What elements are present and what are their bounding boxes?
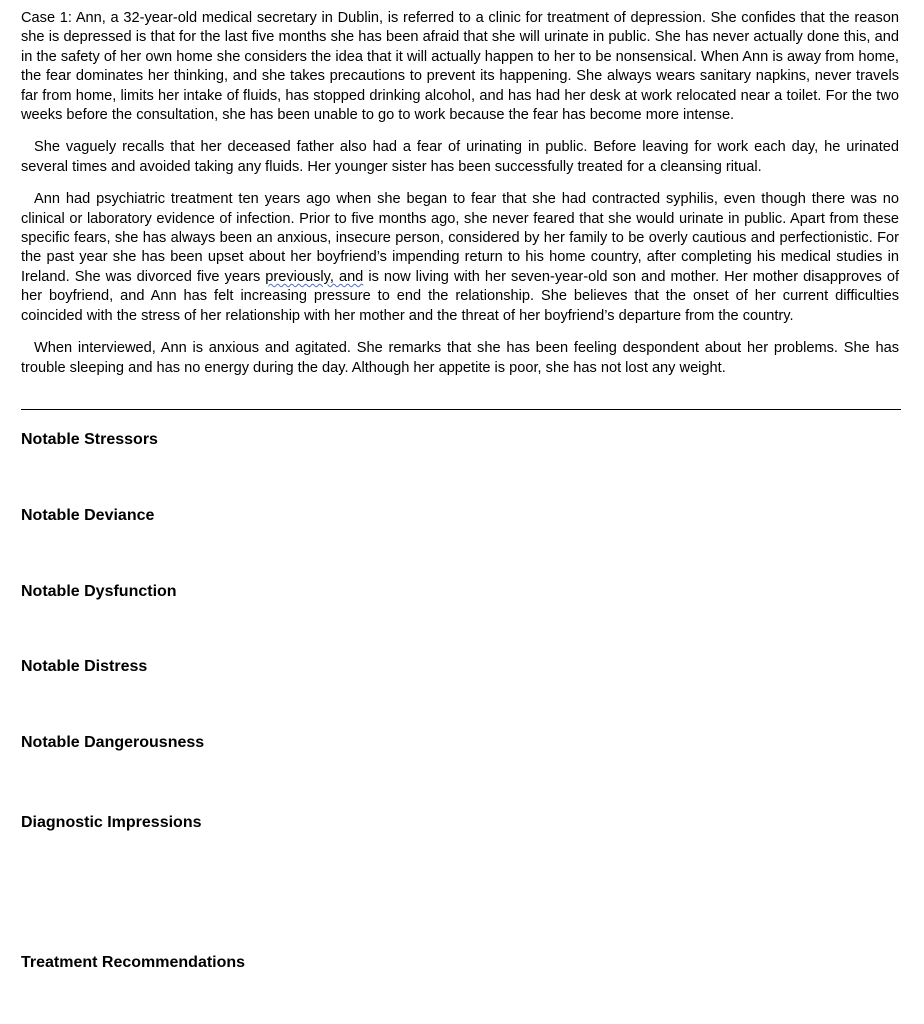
case-paragraph-3-text-a: Ann had psychiatric treatment ten years ago when she began to fear that she had contracted syphilis, even though there was no clinical or laboratory evidence of infection. Prior to five months ago, she never feared that she would urinate in public. Apart from these specific fears, she has always been an anxious, insecure person, considered by her family to be overly cautious and perfectionistic. For the past year she has been upset about her boyfriend’s impending return to his home country, after completing his medical studies in Ireland. She was divorced five years — [21, 191, 899, 285]
heading-notable-deviance: Notable Deviance — [21, 507, 155, 524]
case-paragraph-3 — [21, 190, 899, 326]
spellcheck-flagged-text[interactable]: previously, and — [265, 268, 364, 285]
heading-notable-dangerousness: Notable Dangerousness — [21, 734, 205, 751]
heading-notable-stressors: Notable Stressors — [21, 431, 158, 448]
heading-notable-dysfunction: Notable Dysfunction — [21, 583, 177, 600]
section-divider — [21, 409, 901, 410]
heading-diagnostic-impressions: Diagnostic Impressions — [21, 814, 202, 831]
case-paragraph-3-text-b: is now living with her seven-year-old son and mother. Her mother disapproves of her boyfriend, and Ann has felt increasing pressure to end the relationship. She believes that the onset of her current difficulties coincided with the stress of her relationship with her mother and the threat of her boyfriend’s departure from the country. — [21, 268, 900, 324]
heading-treatment-recommendations: Treatment Recommendations — [21, 954, 246, 971]
case-paragraph-4: When interviewed, Ann is anxious and agitated. She remarks that she has been feeling despondent about her problems. She has trouble sleeping and has no energy during the day. Although her appetite is poor, she has not lost any weight. — [21, 340, 899, 376]
heading-notable-distress: Notable Distress — [21, 658, 148, 675]
case-paragraph-1: Case 1: Ann, a 32-year-old medical secretary in Dublin, is referred to a clinic for treatment of depression. She confides that the reason she is depressed is that for the last five months she has been afraid that she will urinate in public. She has never actually done this, and in the safety of her own home she considers the idea that it will actually happen to her to be nonsensical. When Ann is away from home, the fear dominates her thinking, and she takes precautions to prevent its happening. She always wears sanitary napkins, never travels far from home, limits her intake of fluids, has stopped drinking alcohol, and has had her desk at work relocated near a toilet. For the two weeks before the consultation, she has been unable to go to work because the fear has become more intense. — [21, 10, 899, 124]
case-text — [21, 9, 899, 391]
case-paragraph-2: She vaguely recalls that her deceased father also had a fear of urinating in public. Before leaving for work each day, he urinated several times and avoided taking any fluids. Her younger sister has been successfully treated for a cleansing ritual. — [21, 139, 899, 175]
